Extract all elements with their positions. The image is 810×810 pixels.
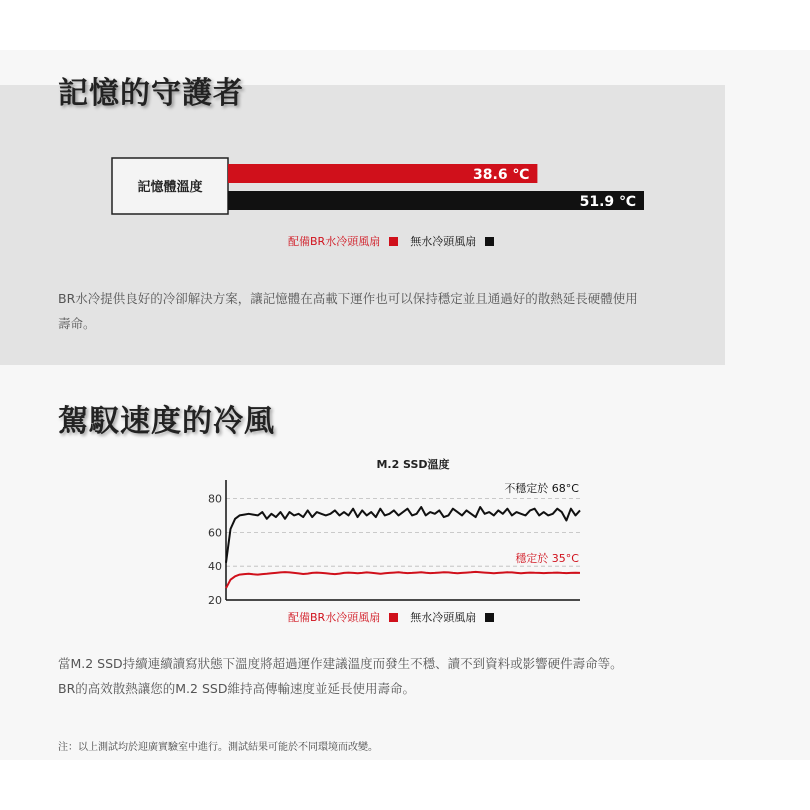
test-note: 注：以上測試均於迎廣實驗室中進行。測試結果可能於不同環境而改變。 (58, 742, 378, 753)
bar-value-label-without: 51.9 ℃ (579, 194, 636, 210)
memory-temperature-bar-chart (0, 150, 725, 220)
memory-chart-legend (288, 233, 494, 249)
legend-with-br-label: 配備BR水冷頭風扇 (288, 611, 381, 624)
section-title-speed: 駕馭速度的冷風 (58, 404, 275, 439)
ssd-chart-legend (288, 609, 494, 625)
legend-with-br-swatch (389, 613, 398, 622)
line-chart-title: M.2 SSD溫度 (376, 458, 450, 471)
bar-category-label: 記憶體溫度 (137, 180, 203, 195)
memory-description: BR水冷提供良好的冷卻解決方案，讓記憶體在高載下運作也可以保持穩定並且通過好的散熱延長硬體使用壽命。 (58, 291, 638, 331)
legend-without-label: 無水冷頭風扇 (410, 611, 477, 624)
legend-without-label: 無水冷頭風扇 (410, 235, 477, 248)
legend-with-br-label: 配備BR水冷頭風扇 (288, 235, 381, 248)
section-title-memory: 記憶的守護者 (58, 76, 244, 111)
y-tick-label-80: 80 (208, 492, 222, 506)
series-line-with-br (226, 572, 580, 588)
y-tick-label-60: 60 (208, 526, 222, 540)
legend-without-swatch (485, 613, 494, 622)
y-tick-label-20: 20 (208, 594, 222, 607)
ssd-description: 當M.2 SSD持續連續讀寫狀態下溫度將超過運作建議溫度而發生不穩、讀不到資料或影響硬件壽命等。BR的高效散熱讓您的M.2 SSD維持高傳輸速度並延長使用壽命。 (58, 656, 623, 696)
legend-without-swatch (485, 237, 494, 246)
ssd-temperature-line-chart (190, 450, 610, 610)
series-annotation-with-br: 穩定於 35°C (515, 552, 579, 565)
bar-value-label-with-br: 38.6 ℃ (473, 167, 530, 183)
legend-with-br-swatch (389, 237, 398, 246)
series-annotation-without: 不穩定於 68°C (504, 482, 579, 495)
y-tick-label-40: 40 (208, 560, 222, 574)
